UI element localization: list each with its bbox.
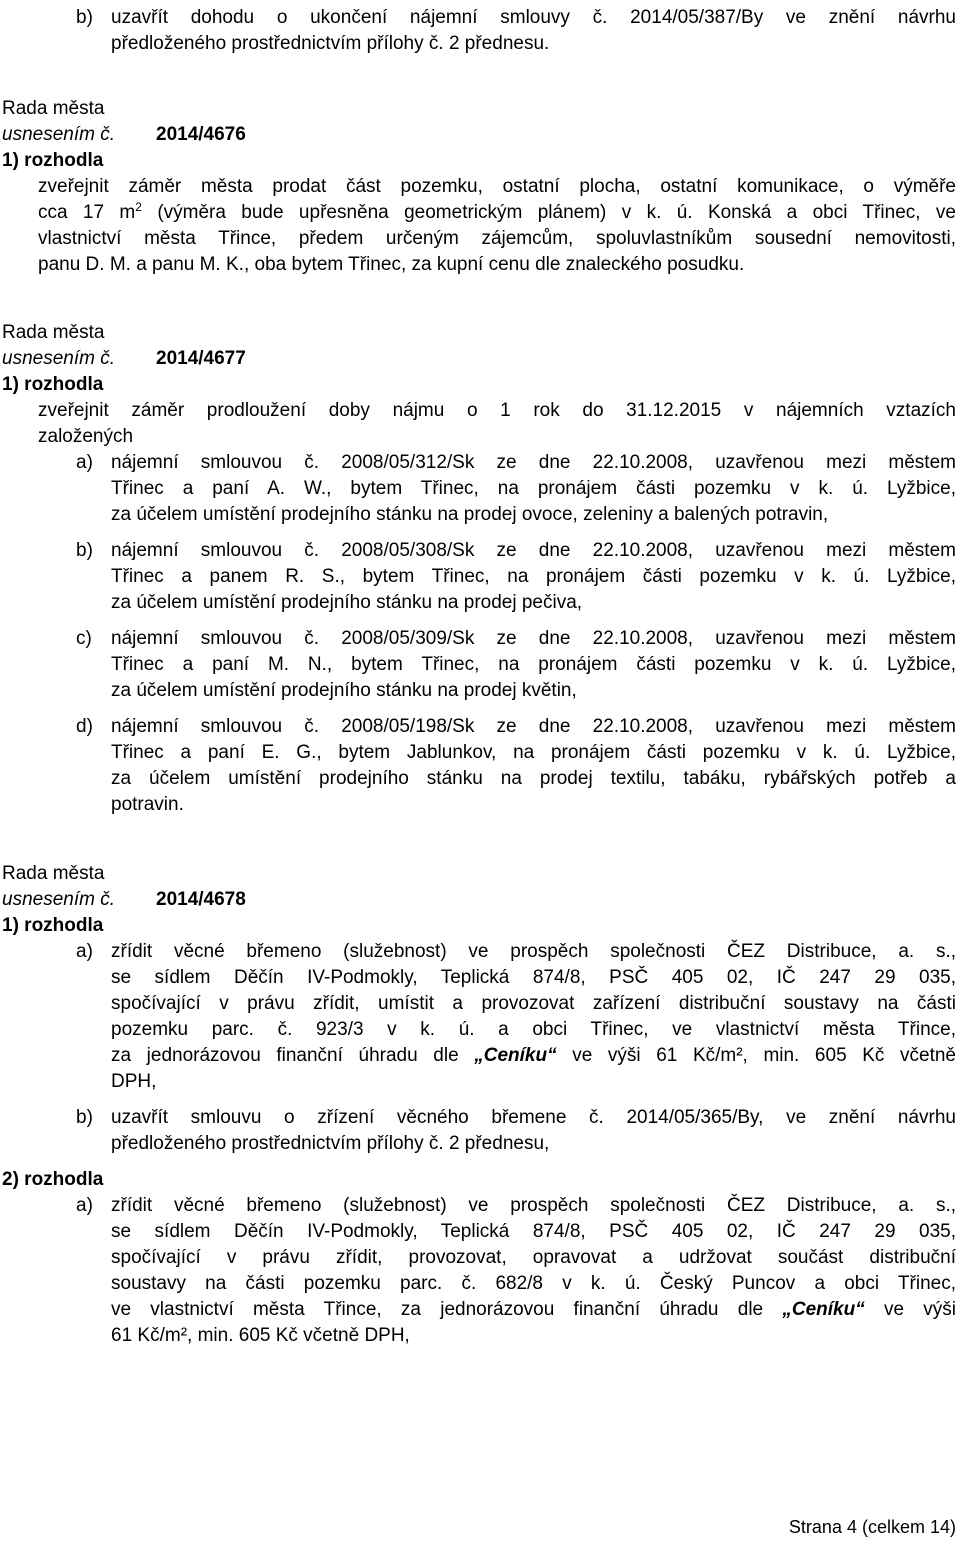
list-item-line: za účelem umístění prodejního stánku na prodej ovoce, zeleniny a balených potravin, [111,504,829,525]
decision-heading: 1) rozhodla [2,374,104,395]
list-item-line: předloženého prostřednictvím přílohy č. 2 přednesu, [111,1133,550,1154]
item-label: a) [76,941,93,962]
paragraph-line: zveřejnit záměr města prodat část pozemku, ostatní plocha, ostatní komunikace, o výměře [38,176,956,197]
list-item-line: zřídit věcné břemeno (služebnost) ve prospěch společnosti ČEZ Distribuce, a. s., [111,1195,956,1216]
list-item-line: nájemní smlouvou č. 2008/05/198/Sk ze dne 22.10.2008, uzavřenou mezi městem [111,716,956,737]
list-item-line: DPH, [111,1071,157,1092]
list-item-line: 61 Kč/m², min. 605 Kč včetně DPH, [111,1325,410,1346]
decision-heading: 2) rozhodla [2,1169,104,1190]
council-heading: Rada města [2,322,105,343]
list-item-line: Třinec a paní M. N., bytem Třinec, na pronájem části pozemku v k. ú. Lyžbice, [111,654,956,675]
item-label: d) [76,716,93,737]
list-item-line: nájemní smlouvou č. 2008/05/309/Sk ze dne 22.10.2008, uzavřenou mezi městem [111,628,956,649]
paragraph-line: vlastnictví města Třince, předem určeným zájemcům, spoluvlastníkům sousední nemovitosti, [38,228,956,249]
paragraph-line: uzavřít dohodu o ukončení nájemní smlouvy č. 2014/05/387/By ve znění návrhu [111,7,956,28]
resolution-prefix: usnesením č. [2,889,115,910]
list-item-line: se sídlem Děčín IV-Podmokly, Teplická 874/8, PSČ 405 02, IČ 247 29 035, [111,967,956,988]
list-item-line: spočívající v právu zřídit, provozovat, opravovat a udržovat součást distribuční [111,1247,956,1268]
resolution-number: 2014/4676 [156,124,246,145]
resolution-prefix: usnesením č. [2,348,115,369]
item-label: b) [76,1107,93,1128]
list-item-line: nájemní smlouvou č. 2008/05/312/Sk ze dne 22.10.2008, uzavřenou mezi městem [111,452,956,473]
item-label: b) [76,7,93,28]
item-label: c) [76,628,92,649]
resolution-number: 2014/4678 [156,889,246,910]
list-item-line: za účelem umístění prodejního stánku na prodej pečiva, [111,592,583,613]
list-item-line: nájemní smlouvou č. 2008/05/308/Sk ze dne 22.10.2008, uzavřenou mezi městem [111,540,956,561]
list-item-line: potravin. [111,794,184,815]
list-item-line: Třinec a panem R. S., bytem Třinec, na pronájem části pozemku v k. ú. Lyžbice, [111,566,956,587]
page-number: Strana 4 (celkem 14) [788,1517,956,1537]
item-label: b) [76,540,93,561]
list-item-line: spočívající v právu zřídit, umístit a provozovat zařízení distribuční soustavy na části [111,993,956,1014]
decision-heading: 1) rozhodla [2,915,104,936]
council-heading: Rada města [2,863,105,884]
item-label: a) [76,452,93,473]
list-item-line: se sídlem Děčín IV-Podmokly, Teplická 874/8, PSČ 405 02, IČ 247 29 035, [111,1221,956,1242]
list-item-line: ve vlastnictví města Třince, za jednorázovou finanční úhradu dle „Ceníku“ ve výši [111,1299,956,1320]
paragraph-line: zveřejnit záměr prodloužení doby nájmu o 1 rok do 31.12.2015 v nájemních vztazích [38,400,956,421]
paragraph-line: založených [38,426,134,447]
list-item-line: za účelem umístění prodejního stánku na prodej textilu, tabáku, rybářských potřeb a [111,768,956,789]
list-item-line: pozemku parc. č. 923/3 v k. ú. a obci Třinec, ve vlastnictví města Třince, [111,1019,956,1040]
list-item-line: Třinec a paní E. G., bytem Jablunkov, na pronájem části pozemku v k. ú. Lyžbice, [111,742,956,763]
list-item-line: za účelem umístění prodejního stánku na prodej květin, [111,680,577,701]
paragraph-line: předloženého prostřednictvím přílohy č. 2 přednesu. [111,33,550,54]
list-item-line: zřídit věcné břemeno (služebnost) ve prospěch společnosti ČEZ Distribuce, a. s., [111,941,956,962]
resolution-number: 2014/4677 [156,348,246,369]
item-label: a) [76,1195,93,1216]
council-heading: Rada města [2,98,105,119]
paragraph-line: cca 17 $m^2$ (výměra bude upřesněna geometrickým plánem) v k. ú. Konská a obci Třinec, ve [38,200,956,223]
list-item-line: uzavřít smlouvu o zřízení věcného břemene č. 2014/05/365/By, ve znění návrhu [111,1107,956,1128]
list-item-line: soustavy na části pozemku parc. č. 682/8 v k. ú. Český Puncov a obci Třinec, [111,1273,956,1294]
paragraph-line: panu D. M. a panu M. K., oba bytem Třinec, za kupní cenu dle znaleckého posudku. [38,254,745,275]
resolution-prefix: usnesením č. [2,124,115,145]
list-item-line: za jednorázovou finanční úhradu dle „Ceníku“ ve výši 61 Kč/m², min. 605 Kč včetně [111,1045,956,1066]
decision-heading: 1) rozhodla [2,150,104,171]
list-item-line: Třinec a paní A. W., bytem Třinec, na pronájem části pozemku v k. ú. Lyžbice, [111,478,956,499]
